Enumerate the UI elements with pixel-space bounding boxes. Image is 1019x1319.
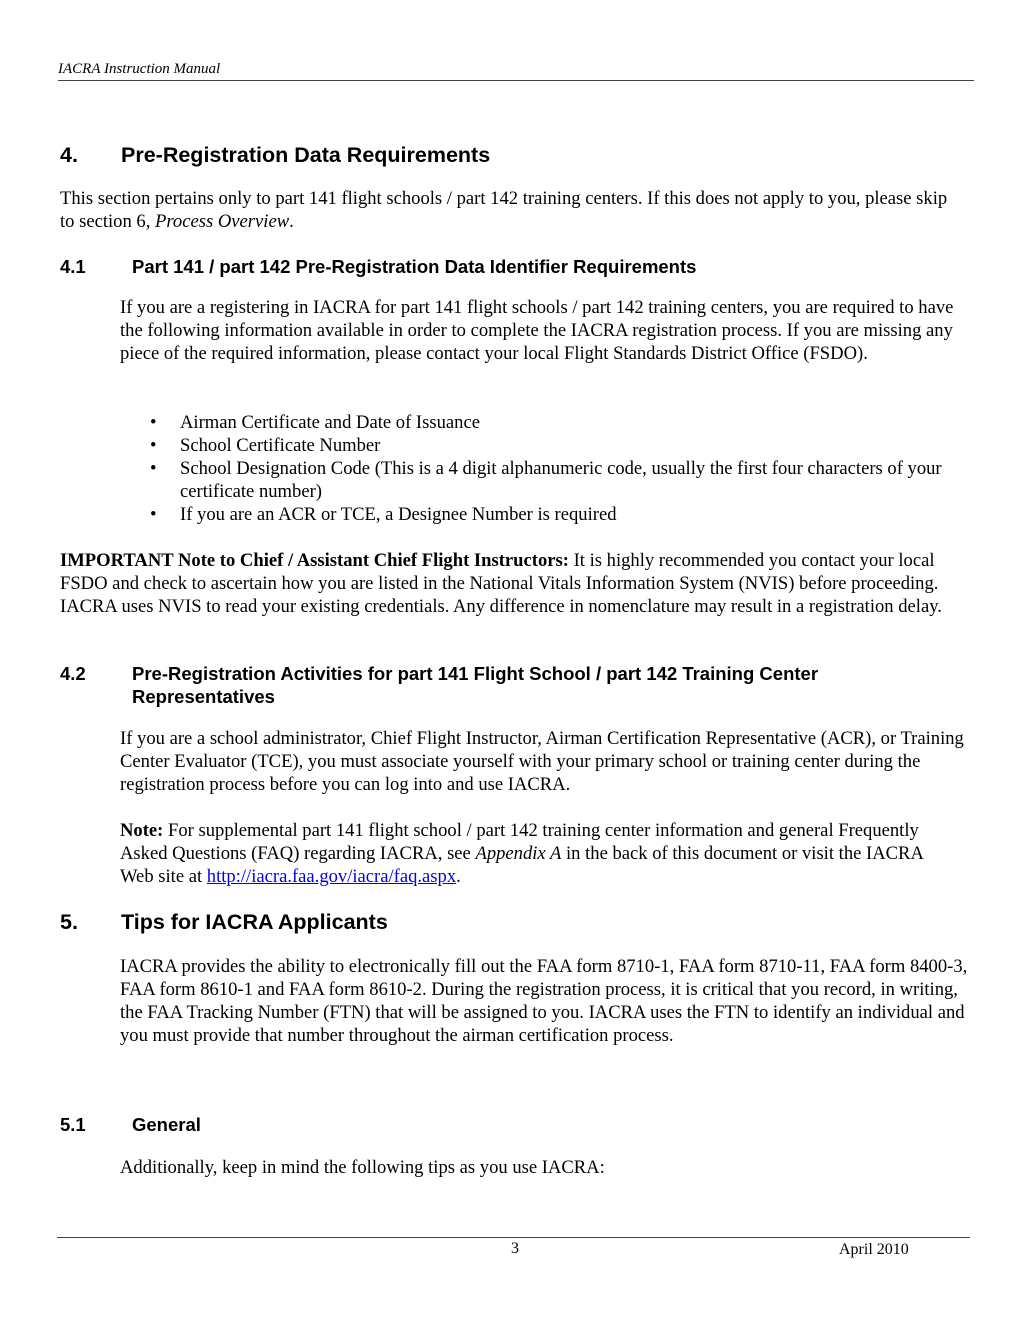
important-note [60,549,975,618]
list-item: • School Certificate Number [150,435,381,456]
section-4-intro: This section pertains only to part 141 flight schools / part 142 training centers. If this does not apply to you, please skip to section 6, Process Overview. [60,188,948,232]
list-item: • School Designation Code (This is a 4 digit alphanumeric code, usually the first four characters of your certificate number) [150,458,942,502]
process-overview-reference: Process Overview [155,211,290,232]
running-header-title: IACRA Instruction Manual [58,61,221,77]
section-title: General [132,1114,201,1135]
bullet-icon: • [150,458,157,479]
section-4-heading [60,142,960,168]
section-4-2-heading [60,662,960,708]
header-rule [58,80,974,81]
section-number: 4.1 [60,256,86,277]
section-title: Pre-Registration Activities for part 141 Flight School / part 142 Training Center Representatives [132,663,819,707]
section-number: 4.2 [60,663,86,684]
footer-date: April 2010 [839,1241,909,1258]
section-4-1-heading [60,255,960,278]
faq-link[interactable]: http://iacra.faa.gov/iacra/faq.aspx [206,866,457,887]
section-title: Part 141 / part 142 Pre-Registration Data Identifier Requirements [132,256,697,277]
section-number: 4. [60,143,78,167]
section-5-1-body: Additionally, keep in mind the following tips as you use IACRA: [120,1157,605,1178]
section-5-body: IACRA provides the ability to electronically fill out the FAA form 8710-1, FAA form 8710-11, FAA form 8400-3, FAA form 8610-1 and FAA form 8610-2. During the registration process, it is critical that you record, in writing, the FAA Tracking Number (FTN) that will be assigned to you. IACRA uses the FTN to identify an individual and you must provide that number throughout the airman certification process. [120,956,968,1046]
note-label: Note: [120,820,164,841]
page-number: 3 [511,1240,519,1257]
appendix-a-reference: Appendix A [475,843,562,864]
faq-note: Note: For supplemental part 141 flight school / part 142 training center information and general Frequently Asked Questions (FAQ) regarding IACRA, see Appendix A in the back of this document or visit the IACRA Web site at http://iacra.faa.gov/iacra/faq.aspx. [120,820,923,887]
important-note-label: IMPORTANT Note to Chief / Assistant Chief Flight Instructors: [60,550,569,571]
bullet-icon: • [150,412,157,433]
section-4-1-body: If you are a registering in IACRA for part 141 flight schools / part 142 training centers, you are required to have the following information available in order to complete the IACRA registration process. If you are missing any piece of the required information, please contact your local Flight Standards District Office (FSDO). [120,297,954,364]
section-5-heading [60,909,960,935]
footer-rule [57,1237,970,1238]
section-number: 5. [60,910,78,934]
important-note-text: It is highly recommended you contact your local FSDO and check to ascertain how you are listed in the National Vitals Information System (NVIS) before proceeding. IACRA uses NVIS to read your existing credentials. Any difference in nomenclature may result in a registration delay. [60,550,942,617]
section-number: 5.1 [60,1114,86,1135]
section-4-2-body: If you are a school administrator, Chief Flight Instructor, Airman Certification Representative (ACR), or Training Center Evaluator (TCE), you must associate yourself with your primary school or training center during the registration process before you can log into and use IACRA. [120,728,964,795]
section-title: Tips for IACRA Applicants [121,910,388,934]
section-title: Pre-Registration Data Requirements [121,143,491,167]
section-5-1-heading [60,1113,960,1136]
bullet-icon: • [150,435,157,456]
bullet-icon: • [150,504,157,525]
list-item: • Airman Certificate and Date of Issuance [150,412,480,433]
list-item: • If you are an ACR or TCE, a Designee Number is required [150,504,617,525]
required-info-list [150,411,970,526]
